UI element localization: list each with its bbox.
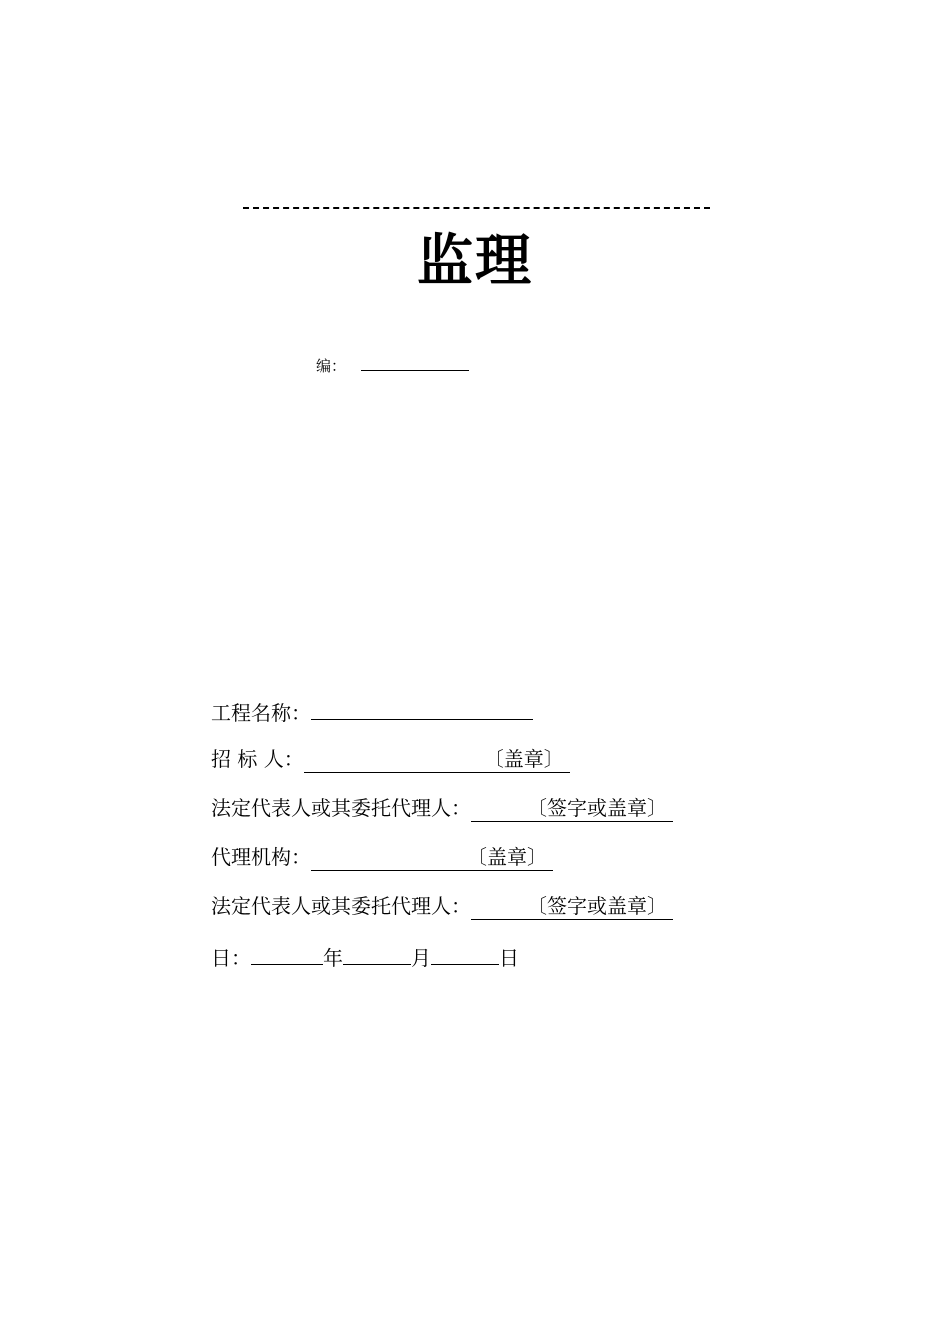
agency-blank[interactable] [311,844,553,871]
day-blank[interactable] [431,940,499,965]
legal-rep-row-2 [211,891,811,940]
date-label: 日： [211,946,251,970]
tenderer-blank[interactable] [304,746,570,773]
legal-rep-sign-note-1: 〔签字或盖章〕 [527,796,667,820]
legal-rep-label-1: 法定代表人或其委托代理人： [211,796,471,820]
agency-seal-note: 〔盖章〕 [467,845,547,869]
agency-row [211,842,811,891]
document-number-line [316,350,469,377]
document-title: 监理 [417,229,533,294]
top-dashed-rule [243,207,710,209]
year-label: 年 [323,946,343,970]
project-name-row [211,695,811,744]
signature-form [211,695,811,989]
date-row [211,940,811,989]
legal-rep-row-1 [211,793,811,842]
month-label: 月 [411,946,431,970]
month-blank[interactable] [343,940,411,965]
legal-rep-blank-1[interactable] [471,795,673,822]
tenderer-seal-note: 〔盖章〕 [483,747,564,771]
legal-rep-blank-2[interactable] [471,893,673,920]
legal-rep-sign-note-2: 〔签字或盖章〕 [527,894,667,918]
tenderer-label: 招 标 人： [211,747,304,771]
project-name-blank[interactable] [311,695,533,720]
year-blank[interactable] [251,940,323,965]
tenderer-row [211,744,811,793]
agency-label: 代理机构： [211,845,311,869]
document-number-blank[interactable] [361,350,469,371]
legal-rep-label-2: 法定代表人或其委托代理人： [211,894,471,918]
project-name-label: 工程名称： [211,701,311,725]
document-number-label: 编： [316,357,347,375]
day-label: 日 [499,946,519,970]
